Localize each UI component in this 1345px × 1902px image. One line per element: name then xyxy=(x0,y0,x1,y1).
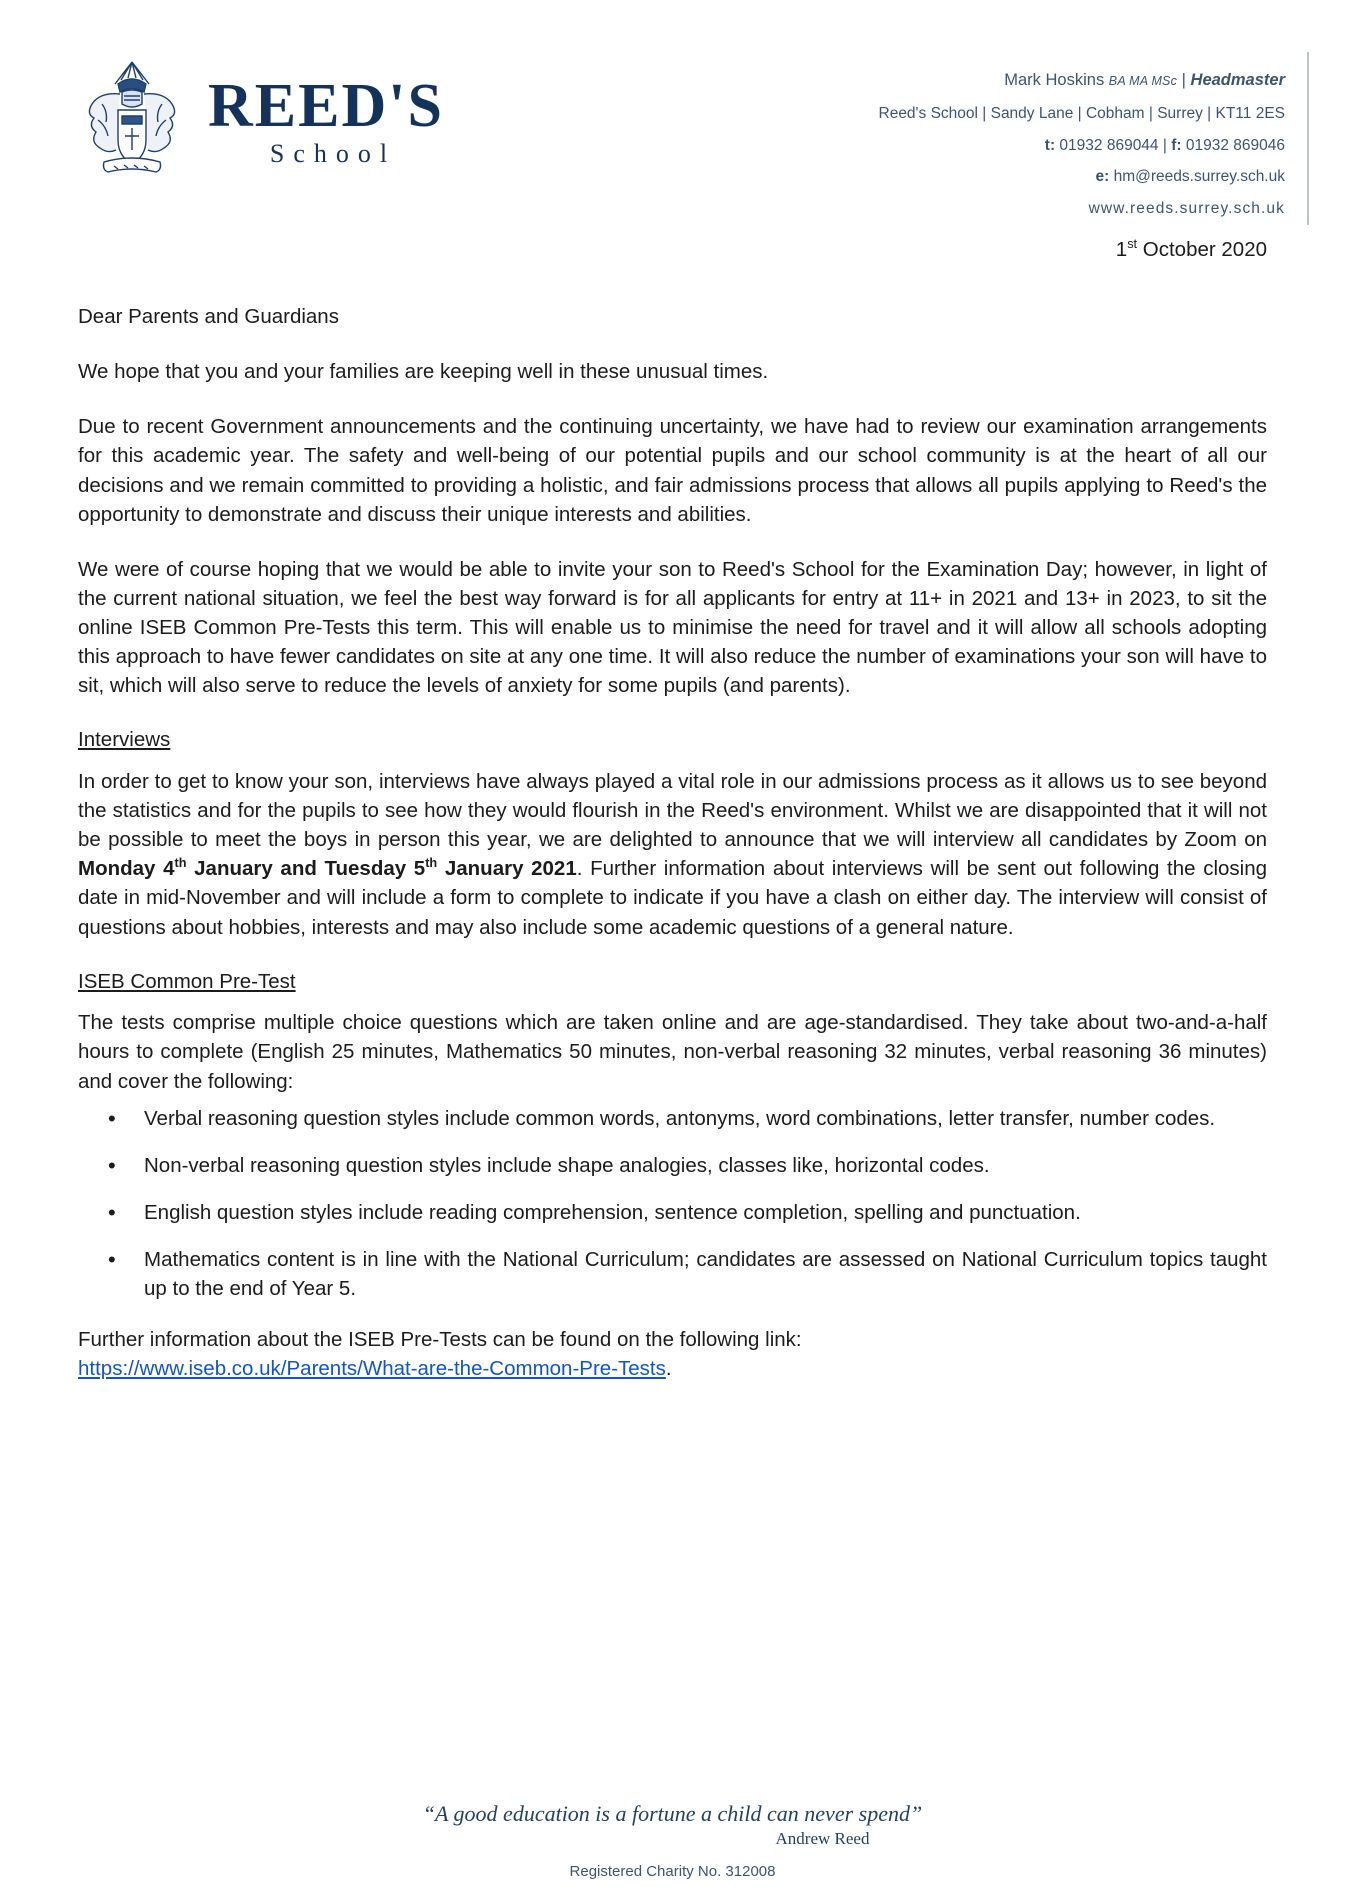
paragraph-link-section xyxy=(78,1325,1267,1383)
school-wordmark xyxy=(208,71,444,167)
salutation: Dear Parents and Guardians xyxy=(78,305,339,329)
link-lead-text: Further information about the ISEB Pre-Tests can be found on the following link: xyxy=(78,1328,802,1352)
interview-dates-middle: January and Tuesday 5 xyxy=(186,857,426,881)
contact-separator-1: | xyxy=(1181,71,1186,89)
website-line[interactable]: www.reeds.surrey.sch.uk xyxy=(1088,200,1285,218)
paragraph-1: We hope that you and your families are keeping well in these unusual times. xyxy=(78,360,769,384)
paragraph-3: We were of course hoping that we would be able to invite your son to Reed's School for the Examination Day; however, in light of the current national situation, we feel the best way forward is for all applicants for entry at 11+ in 2021 and 13+ in 2023, to sit the online ISEB Common Pre-Tests this term. This will enable us to minimise the need for travel and it will allow all schools adopting this approach to have fewer candidates on site at any one time. It will also reduce the number of examinations your son will have to sit, which will also serve to reduce the levels of anxiety for some pupils (and parents). xyxy=(78,557,1267,698)
school-name-sub: School xyxy=(269,139,397,168)
letterhead xyxy=(0,0,1345,218)
fax-value: 01932 869046 xyxy=(1185,136,1285,154)
tel-value: 01932 869044 xyxy=(1059,136,1159,154)
date-month-year: October 2020 xyxy=(1137,238,1267,261)
interviews-text-after: . Further information about interviews will be sent out following the closing date in mid-November and will include a form to complete to indicate if you have a clash on either day. The interview will consist of questions about hobbies, interests and may also include some academic questions of a general nature. xyxy=(78,857,1268,939)
email-line xyxy=(879,161,1286,193)
list-item: • Verbal reasoning question styles include common words, antonyms, word combinations, letter transfer, number codes. xyxy=(144,1104,1267,1133)
footer-charity-number: Registered Charity No. 312008 xyxy=(569,1863,776,1880)
phone-line xyxy=(879,130,1286,162)
interviews-text-before: In order to get to know your son, interviews have always played a vital role in our admissions process as it allows us to see beyond the statistics and for the pupils to see how they would flourish in the Reed's environment. Whilst we are disappointed that it will not be possible to meet the boys in person this year, we are delighted to announce that we will interview all candidates by Zoom on xyxy=(78,770,1267,852)
interview-dates xyxy=(78,857,577,880)
headmaster-role: Headmaster xyxy=(1190,71,1285,89)
letter-date xyxy=(78,235,1267,264)
fax-label: f: xyxy=(1171,136,1182,154)
heading-interviews: Interviews xyxy=(78,728,171,752)
school-name: REED'S xyxy=(208,72,444,140)
footer-attribution: Andrew Reed xyxy=(775,1829,870,1848)
tel-label: t: xyxy=(1044,136,1056,154)
interview-day-one-ordinal: th xyxy=(174,855,187,871)
date-day: 1 xyxy=(1115,238,1128,261)
pretest-bullet-list xyxy=(78,1104,1267,1304)
headmaster-postnominals: BA MA MSc xyxy=(1108,74,1178,88)
contact-separator-2: | xyxy=(1162,136,1167,154)
interview-day-two-ordinal: th xyxy=(425,855,438,871)
email-value[interactable]: hm@reeds.surrey.sch.uk xyxy=(1113,168,1285,186)
date-ordinal-suffix: st xyxy=(1127,236,1138,252)
heading-iseb-common-pre-test: ISEB Common Pre-Test xyxy=(78,969,296,993)
school-crest-icon xyxy=(78,58,186,180)
link-trailing-period: . xyxy=(665,1357,672,1381)
list-item: • Mathematics content is in line with the National Curriculum; candidates are assessed on National Curriculum topics taught up to the end of Year 5. xyxy=(144,1245,1267,1303)
contact-block xyxy=(879,52,1310,225)
list-item: • Non-verbal reasoning question styles include shape analogies, classes like, horizontal codes. xyxy=(144,1151,1267,1180)
school-address: Reed's School | Sandy Lane | Cobham | Surrey | KT11 2ES xyxy=(878,104,1285,122)
interview-dates-end: January 2021 xyxy=(437,857,577,881)
school-branding xyxy=(78,52,444,180)
email-label: e: xyxy=(1095,168,1110,186)
headmaster-name: Mark Hoskins xyxy=(1004,71,1105,89)
iseb-pretests-link[interactable]: https://www.iseb.co.uk/Parents/What-are-the-Common-Pre-Tests xyxy=(78,1357,666,1381)
list-item: • English question styles include reading comprehension, sentence completion, spelling and punctuation. xyxy=(144,1198,1267,1227)
paragraph-pretest-intro: The tests comprise multiple choice questions which are taken online and are age-standardised. They take about two-and-a-half hours to complete (English 25 minutes, Mathematics 50 minutes, non-verbal reasoning 32 minutes, verbal reasoning 36 minutes) and cover the following: xyxy=(78,1011,1267,1093)
footer-quote: “A good education is a fortune a child can never spend” xyxy=(422,1801,923,1826)
letter-body xyxy=(0,235,1345,1383)
paragraph-interviews xyxy=(78,767,1267,942)
paragraph-2: Due to recent Government announcements and the continuing uncertainty, we have had to review our examination arrangements for this academic year. The safety and well-being of our potential pupils and our school community is at the heart of all our decisions and we remain committed to providing a holistic, and fair admissions process that allows all pupils applying to Reed's the opportunity to demonstrate and discuss their unique interests and abilities. xyxy=(78,415,1267,526)
headmaster-line xyxy=(879,64,1286,98)
page-footer xyxy=(0,1801,1345,1880)
interview-day-one: Monday 4 xyxy=(78,857,175,881)
